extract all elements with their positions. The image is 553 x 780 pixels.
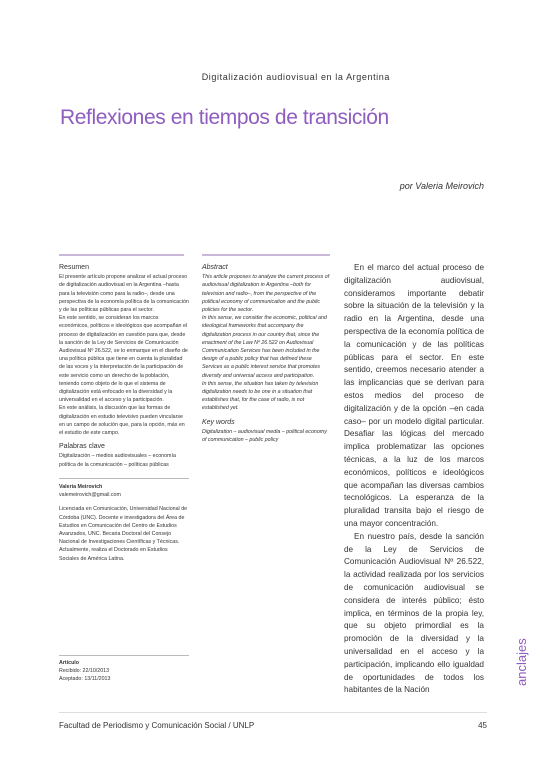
- accepted-date: Aceptado: 13/11/2013: [59, 676, 111, 683]
- body-paragraph: En el marco del actual proceso de digitalización audiovisual, consideramos importante debatir sobre la situación de la televisión y la radio en la Argentina, desde una perspectiva de la economía política de la comunicación y de las políticas públicas para el sector. En este sentido, creemos necesario atender a las implicancias que se derivan para estos medios del proceso de digitalización y de la opción –en cada caso– por un modelo digital particular. Desafiar las lógicas del mercado implica problematizar las opciones técnicas, a la luz de los marcos económicos, políticos e ideológicos que acompañan las diversas cambios tecnológicos. La esperanza de la pluralidad transita bajo el riesgo de una mayor concentración.: [344, 263, 484, 528]
- bio-divider: [59, 478, 189, 479]
- resumen-paragraph: El presente artículo propone analizar el actual proceso de digitalización audiovisual en la Argentina –hasta para la televisión como para la radio–, desde una perspectiva de la economía política de la comunicación y de las políticas públicas para el sector.: [59, 274, 189, 314]
- abstract-paragraph: In this sense, the situation has taken by television digitalization needs to be one in a situation that establishes that, for the case of radio, is not established yet.: [202, 380, 319, 412]
- resumen-block: [59, 264, 189, 469]
- bio-email[interactable]: valemeirovich@gmail.com: [59, 492, 121, 499]
- body-text-column: [344, 262, 484, 697]
- dates-heading: Artículo: [59, 660, 80, 666]
- article-title: Reflexiones en tiempos de transición: [60, 106, 389, 129]
- abstract-block: [202, 264, 330, 444]
- abstract-heading: Abstract: [202, 264, 228, 271]
- received-date: Recibido: 22/10/2013: [59, 668, 110, 675]
- abstract-rule: [202, 254, 330, 256]
- author-bio: [59, 478, 189, 563]
- journal-side-tab: [512, 618, 528, 688]
- resumen-paragraph: En este análisis, la discusión que las formas de digitalización en estudio televisivo pueden vincularse en un campo de solución que, para la opción, más en el estudio de este campo.: [59, 405, 185, 437]
- article-dates: [59, 655, 189, 684]
- page-footer: Facultad de Periodismo y Comunicación Social / UNLP: [59, 721, 255, 730]
- resumen-keywords-heading: Palabras clave: [59, 443, 105, 451]
- bio-name: Valeria Meirovich: [59, 484, 103, 490]
- journal-side-label: anclajes: [514, 638, 529, 686]
- page-number: 45: [478, 721, 487, 730]
- abstract-paragraph: In this sense, we consider the economic, political and ideological frameworks that accompany the digitalization process in our country that, since the enactment of the Law Nº 26.522 on Audiovisual Communication Services has been included in the design of a public policy that has defined these Services as a public interest service that promotes diversity and universal access and participation.: [202, 315, 327, 379]
- abstract-keywords-heading: Key words: [202, 418, 235, 426]
- bio-text: Licenciada en Comunicación, Universidad Nacional de Córdoba (UNC). Docente e investigadora del Área de Estudios en Comunicación del Centro de Estudios Avanzados, UNC. Becaria Doctoral del Consejo Nacional de Investigaciones Científicas y Técnicas. Actualmente, realiza el Doctorado en Estudios Sociales de América Latina.: [59, 506, 188, 562]
- resumen-rule: [59, 254, 184, 256]
- abstract-keywords: Digitalization – audiovisual media – political economy of communication – public policy: [202, 428, 327, 444]
- resumen-keywords: Digitalización – medios audiovisuales – economía política de la comunicación – políticas públicas: [59, 453, 176, 468]
- footer-rule: [59, 712, 487, 713]
- section-kicker: Digitalización audiovisual en la Argentina: [201, 72, 390, 82]
- resumen-paragraph: En este sentido, se consideran los marcos económicos, políticos e ideológicos que acompañan el proceso de digitalización en cuestión para que, desde la sanción de la Ley de Servicios de Comunicación Audiovisual Nº 26.522, se lo enmarque en el diseño de una política pública que tiene en cuenta la pluralidad de las voces y la interpretación de la participación de este servicio como un derecho de la población, teniendo como objeto de lo que el sistema de digitalización está enfocado en la diversidad y la universalidad en el acceso y la participación.: [59, 315, 188, 404]
- abstract-paragraph: This article proposes to analyze the current process of audiovisual digitalization in Argentina –both for television and radio–, from the perspective of the political economy of communication and the public policies for the sector.: [202, 274, 330, 314]
- body-paragraph: En nuestro país, desde la sanción de la Ley de Servicios de Comunicación Audiovisual Nº 26.522, la actividad realizada por los servicios de comunicación audiovisual se considera de interés público; ésto implica, en términos de la propia ley, que su objeto primordial es la promoción de la diversidad y la universalidad en el acceso y la participación, implicando ello igualdad de oportunidades de todos los habitantes de la Nación: [344, 531, 484, 695]
- resumen-heading: Resumen: [59, 264, 89, 271]
- author-byline: por Valeria Meirovich: [399, 181, 484, 191]
- dates-divider: [59, 655, 189, 656]
